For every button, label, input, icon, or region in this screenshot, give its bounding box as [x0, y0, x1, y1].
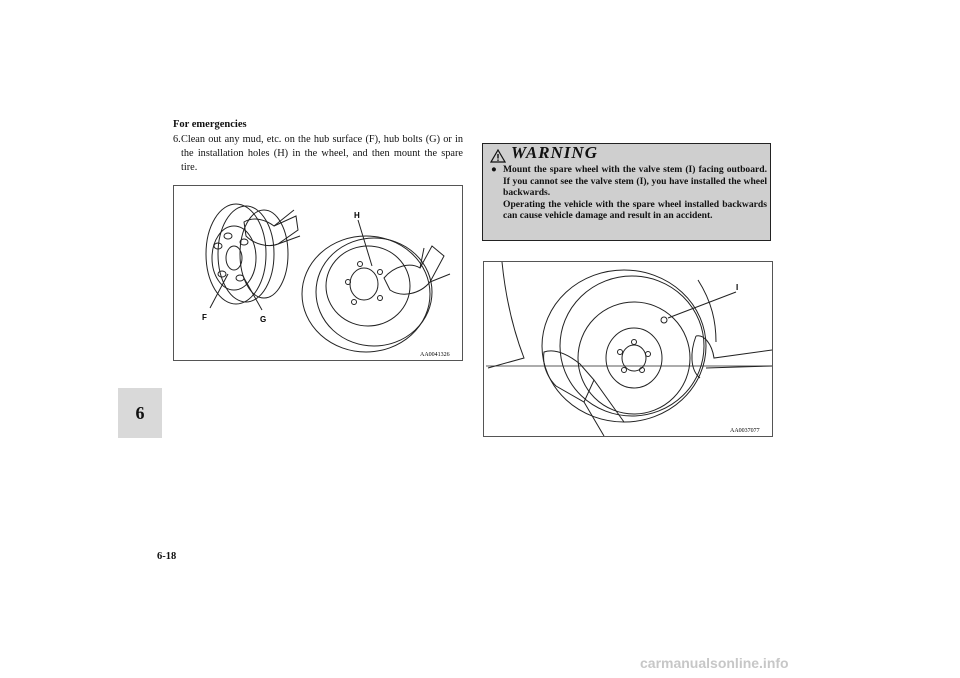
hub-cleaning-illustration	[174, 186, 462, 360]
warning-title: WARNING	[511, 143, 598, 162]
spare-mount-illustration	[484, 262, 772, 436]
label-h: H	[354, 211, 360, 220]
bullet-icon: ●	[491, 164, 497, 175]
figure-spare-mount	[483, 261, 773, 437]
step-number: 6.	[173, 134, 181, 145]
chapter-number: 6	[135, 402, 145, 423]
figure2-code: AA0037077	[730, 428, 760, 434]
step-6	[173, 133, 463, 175]
watermark: carmanualsonline.info	[640, 655, 789, 671]
warning-text	[491, 164, 767, 222]
warning-line-1: Mount the spare wheel with the valve stem (I) facing outboard. If you cannot see the valve stem (I), you have installed the wheel backwards.	[503, 164, 767, 198]
warning-triangle-icon	[490, 149, 506, 163]
warning-line-2: Operating the vehicle with the spare wheel installed backwards can cause vehicle damage and result in an accident.	[503, 198, 767, 221]
label-i: I	[736, 283, 739, 292]
figure1-code: AA0041326	[420, 352, 450, 358]
section-header: For emergencies	[173, 119, 247, 130]
page-number: 6-18	[157, 551, 177, 562]
chapter-tab	[118, 388, 162, 438]
figure-hub-cleaning	[173, 185, 463, 361]
label-f: F	[202, 313, 207, 322]
label-g: G	[260, 315, 267, 324]
step-text: Clean out any mud, etc. on the hub surface (F), hub bolts (G) or in the installation holes (H) in the wheel, and then mount the spare tire.	[181, 134, 463, 173]
warning-box	[482, 143, 771, 241]
